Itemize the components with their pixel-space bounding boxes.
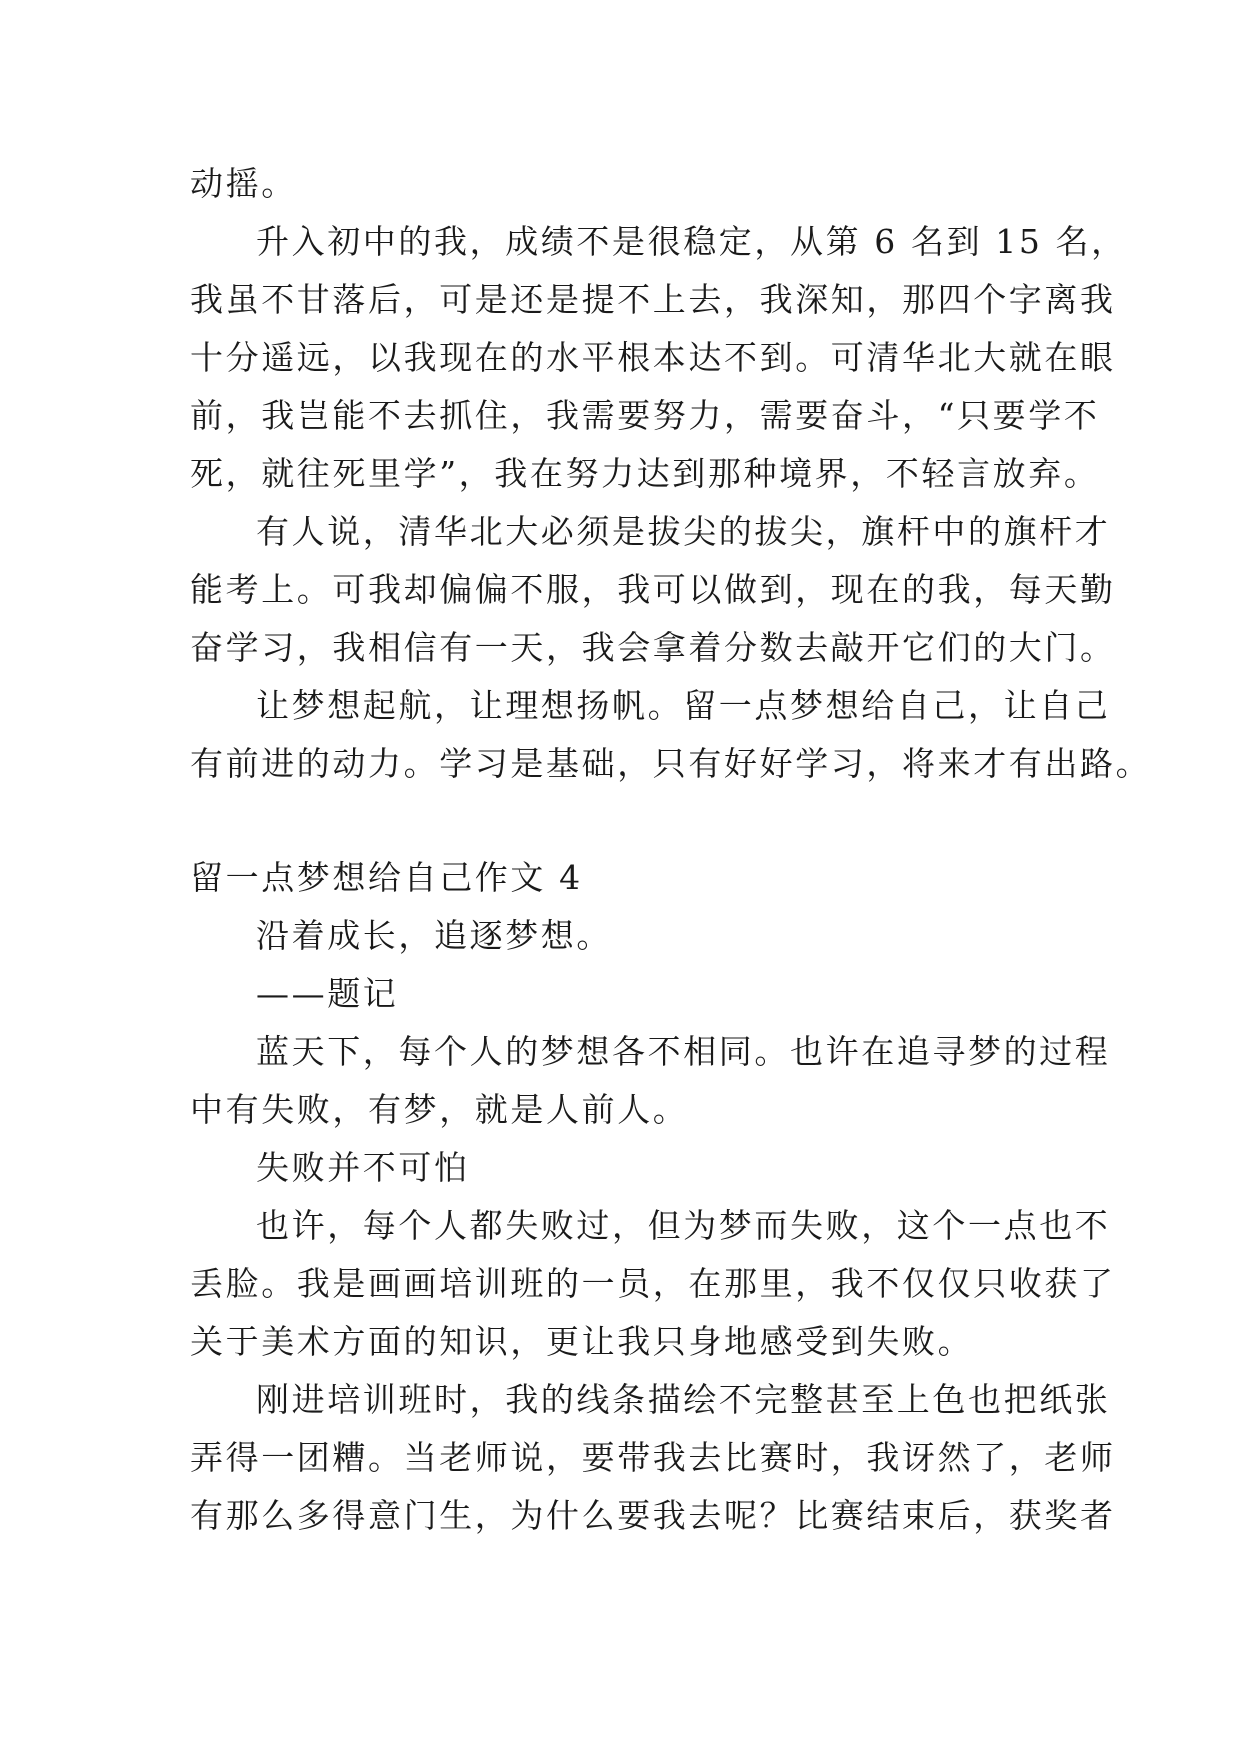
text-line: 十分遥远，以我现在的水平根本达不到。可清华北大就在眼 <box>190 338 1116 377</box>
paragraph-start: 蓝天下，每个人的梦想各不相同。也许在追寻梦的过程 <box>256 1032 1111 1071</box>
text-line: 关于美术方面的知识，更让我只身地感受到失败。 <box>190 1322 974 1361</box>
text-line: 弄得一团糟。当老师说，要带我去比赛时，我讶然了，老师 <box>190 1438 1116 1477</box>
text-line: 动摇。 <box>190 164 297 203</box>
text-line: 中有失败，有梦，就是人前人。 <box>190 1090 689 1129</box>
paragraph-start: 沿着成长，追逐梦想。 <box>256 916 612 955</box>
paragraph-start: 让梦想起航，让理想扬帆。留一点梦想给自己，让自己 <box>256 686 1111 725</box>
text-line: 奋学习，我相信有一天，我会拿着分数去敲开它们的大门。 <box>190 628 1116 667</box>
text-line: 能考上。可我却偏偏不服，我可以做到，现在的我，每天勤 <box>190 570 1116 609</box>
paragraph-start: 有人说，清华北大必须是拔尖的拔尖，旗杆中的旗杆才 <box>256 512 1111 551</box>
section-heading: 留一点梦想给自己作文 4 <box>190 858 583 897</box>
text-line: 有那么多得意门生，为什么要我去呢？比赛结束后，获奖者 <box>190 1496 1116 1535</box>
paragraph-start: 也许，每个人都失败过，但为梦而失败，这个一点也不 <box>256 1206 1111 1245</box>
subheading: 失败并不可怕 <box>256 1148 470 1187</box>
text-line: 有前进的动力。学习是基础，只有好好学习，将来才有出路。 <box>190 744 1152 783</box>
text-line: 前，我岂能不去抓住，我需要努力，需要奋斗，“只要学不 <box>190 396 1100 435</box>
epigraph-attribution: ——题记 <box>256 974 399 1013</box>
paragraph-start: 刚进培训班时，我的线条描绘不完整甚至上色也把纸张 <box>256 1380 1111 1419</box>
paragraph-start: 升入初中的我，成绩不是很稳定，从第 6 名到 15 名， <box>256 222 1127 261</box>
text-line: 丢脸。我是画画培训班的一员，在那里，我不仅仅只收获了 <box>190 1264 1116 1303</box>
text-line: 死，就往死里学”，我在努力达到那种境界，不轻言放弃。 <box>190 454 1100 493</box>
text-line: 我虽不甘落后，可是还是提不上去，我深知，那四个字离我 <box>190 280 1116 319</box>
